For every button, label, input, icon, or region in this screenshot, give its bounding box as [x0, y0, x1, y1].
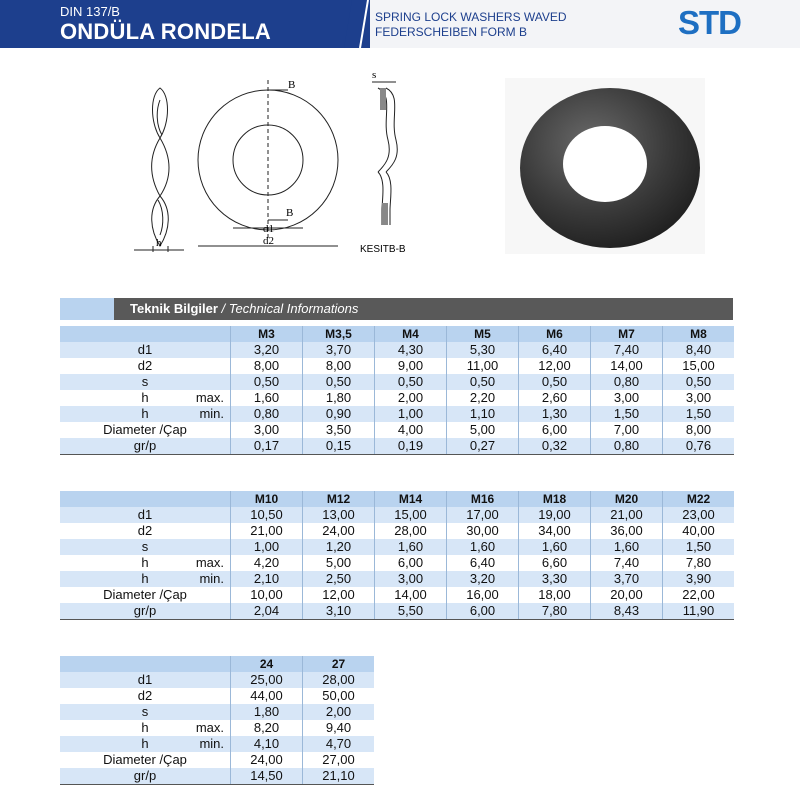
- row-label-cell: [60, 438, 231, 455]
- row-label-cell: [60, 603, 231, 620]
- table-cell: 9,00: [375, 358, 447, 374]
- row-label: gr/p: [133, 768, 157, 783]
- table-header-row: [60, 656, 374, 672]
- table-cell: 1,20: [303, 539, 375, 555]
- column-header: M7: [591, 326, 663, 342]
- table-cell: 34,00: [519, 523, 591, 539]
- row-label-suffix: min.: [199, 406, 224, 421]
- row-label-cell: [60, 736, 231, 752]
- column-header: M10: [231, 491, 303, 507]
- table-cell: 10,00: [231, 587, 303, 603]
- table-cell: 15,00: [375, 507, 447, 523]
- table-cell: 7,80: [519, 603, 591, 620]
- table-cell: 1,00: [375, 406, 447, 422]
- row-label: gr/p: [133, 438, 157, 453]
- table-row: [60, 688, 374, 704]
- table-cell: 1,80: [231, 704, 303, 720]
- column-header: M3: [231, 326, 303, 342]
- table-row: [60, 603, 734, 620]
- table-cell: 3,00: [231, 422, 303, 438]
- table-cell: 2,60: [519, 390, 591, 406]
- row-label-cell: [60, 555, 231, 571]
- row-label-cell: [60, 422, 231, 438]
- table-cell: 4,20: [231, 555, 303, 571]
- technical-drawing: [120, 60, 420, 270]
- table-cell: 8,20: [231, 720, 303, 736]
- table-cell: 30,00: [447, 523, 519, 539]
- table-cell: 3,00: [663, 390, 735, 406]
- table-cell: 6,00: [447, 603, 519, 620]
- table-row: [60, 672, 374, 688]
- table-cell: 0,50: [375, 374, 447, 390]
- row-label: h: [141, 571, 149, 586]
- row-label: d1: [137, 342, 153, 357]
- table-cell: 2,20: [447, 390, 519, 406]
- row-label: d1: [137, 672, 153, 687]
- table-cell: 8,40: [663, 342, 735, 358]
- row-label: h: [141, 555, 149, 570]
- row-label: Diameter /Çap: [103, 422, 187, 437]
- row-label-cell: [60, 406, 231, 422]
- table-cell: 2,00: [303, 704, 375, 720]
- row-label: d2: [137, 523, 153, 538]
- table-cell: 6,00: [375, 555, 447, 571]
- table-cell: 18,00: [519, 587, 591, 603]
- table-cell: 1,50: [663, 539, 735, 555]
- row-label-cell: [60, 768, 231, 785]
- page-title: ONDÜLA RONDELA: [60, 19, 271, 44]
- table-row: [60, 539, 734, 555]
- column-header: 27: [303, 656, 375, 672]
- row-label-cell: [60, 523, 231, 539]
- section-hatch-bottom: [382, 203, 388, 225]
- table-row: [60, 752, 374, 768]
- row-label-suffix: min.: [199, 736, 224, 751]
- table-cell: 17,00: [447, 507, 519, 523]
- table-row: [60, 587, 734, 603]
- spec-table-2: [60, 491, 734, 620]
- table-row: [60, 358, 734, 374]
- table-cell: 8,00: [663, 422, 735, 438]
- table-cell: 50,00: [303, 688, 375, 704]
- table-cell: 1,60: [519, 539, 591, 555]
- table-cell: 11,00: [447, 358, 519, 374]
- table-cell: 1,80: [303, 390, 375, 406]
- row-label: Diameter /Çap: [103, 587, 187, 602]
- table-cell: 4,70: [303, 736, 375, 752]
- table-cell: 28,00: [303, 672, 375, 688]
- table-cell: 3,10: [303, 603, 375, 620]
- table-cell: 7,00: [591, 422, 663, 438]
- table-cell: 19,00: [519, 507, 591, 523]
- table-cell: 1,10: [447, 406, 519, 422]
- column-header: M14: [375, 491, 447, 507]
- row-label-cell: [60, 704, 231, 720]
- row-label-cell: [60, 507, 231, 523]
- table-cell: 11,90: [663, 603, 735, 620]
- table-cell: 21,00: [591, 507, 663, 523]
- table-cell: 0,50: [231, 374, 303, 390]
- table-cell: 25,00: [231, 672, 303, 688]
- section-header: [60, 298, 733, 320]
- table-cell: 13,00: [303, 507, 375, 523]
- table-cell: 10,50: [231, 507, 303, 523]
- table-cell: 3,00: [375, 571, 447, 587]
- table-cell: 3,30: [519, 571, 591, 587]
- table-cell: 12,00: [303, 587, 375, 603]
- row-label: h: [141, 736, 149, 751]
- table-cell: 1,60: [231, 390, 303, 406]
- row-label-cell: [60, 587, 231, 603]
- table-row: [60, 507, 734, 523]
- table-cell: 15,00: [663, 358, 735, 374]
- table-cell: 0,50: [663, 374, 735, 390]
- table-cell: 36,00: [591, 523, 663, 539]
- column-header: M22: [663, 491, 735, 507]
- table-cell: 1,60: [591, 539, 663, 555]
- row-label: Diameter /Çap: [103, 752, 187, 767]
- row-label: s: [141, 374, 149, 389]
- table-cell: 0,50: [447, 374, 519, 390]
- table-cell: 40,00: [663, 523, 735, 539]
- row-label-suffix: max.: [195, 720, 224, 735]
- column-header: M12: [303, 491, 375, 507]
- label-b-top: B: [288, 79, 296, 91]
- table-cell: 7,80: [663, 555, 735, 571]
- table-cell: 12,00: [519, 358, 591, 374]
- section-title: [130, 301, 358, 316]
- column-header: M20: [591, 491, 663, 507]
- table-cell: 1,30: [519, 406, 591, 422]
- table-cell: 5,00: [303, 555, 375, 571]
- table-row: [60, 523, 734, 539]
- table-row: [60, 422, 734, 438]
- table-cell: 5,30: [447, 342, 519, 358]
- table-row: [60, 736, 374, 752]
- table-cell: 2,10: [231, 571, 303, 587]
- page-header: [0, 0, 800, 48]
- column-header: M5: [447, 326, 519, 342]
- brand-logo: STD: [678, 4, 741, 41]
- header-corner-cell: [60, 491, 231, 507]
- table-cell: 1,00: [231, 539, 303, 555]
- row-label: h: [141, 720, 149, 735]
- table-cell: 0,50: [303, 374, 375, 390]
- table-cell: 20,00: [591, 587, 663, 603]
- table-cell: 22,00: [663, 587, 735, 603]
- table-cell: 24,00: [303, 523, 375, 539]
- table-cell: 4,30: [375, 342, 447, 358]
- side-view-twisted: [152, 88, 169, 246]
- table-cell: 2,50: [303, 571, 375, 587]
- subtitle-english: SPRING LOCK WASHERS WAVED: [375, 10, 567, 24]
- header-corner-cell: [60, 326, 231, 342]
- table-cell: 2,04: [231, 603, 303, 620]
- row-label-cell: [60, 720, 231, 736]
- row-label: s: [141, 539, 149, 554]
- table-cell: 3,00: [591, 390, 663, 406]
- table-cell: 23,00: [663, 507, 735, 523]
- section-title-italic: / Technical Informations: [217, 301, 359, 316]
- table-cell: 6,60: [519, 555, 591, 571]
- table-row: [60, 720, 374, 736]
- row-label-cell: [60, 342, 231, 358]
- row-label-suffix: max.: [195, 555, 224, 570]
- washer-image: [505, 78, 705, 254]
- table-cell: 14,50: [231, 768, 303, 785]
- column-header: M3,5: [303, 326, 375, 342]
- table-row: [60, 555, 734, 571]
- table-row: [60, 406, 734, 422]
- table-cell: 8,00: [231, 358, 303, 374]
- row-label: d2: [137, 688, 153, 703]
- table-cell: 7,40: [591, 342, 663, 358]
- table-cell: 0,19: [375, 438, 447, 455]
- table-cell: 0,80: [591, 374, 663, 390]
- row-label: h: [141, 390, 149, 405]
- row-label: h: [141, 406, 149, 421]
- table-cell: 3,20: [231, 342, 303, 358]
- row-label-cell: [60, 571, 231, 587]
- table-cell: 4,10: [231, 736, 303, 752]
- table-cell: 24,00: [231, 752, 303, 768]
- table-header-row: [60, 326, 734, 342]
- column-header: M18: [519, 491, 591, 507]
- table-cell: 5,00: [447, 422, 519, 438]
- table-cell: 0,80: [591, 438, 663, 455]
- row-label-suffix: min.: [199, 571, 224, 586]
- table-cell: 21,10: [303, 768, 375, 785]
- column-header: M6: [519, 326, 591, 342]
- header-corner-cell: [60, 656, 231, 672]
- table-row: [60, 768, 374, 785]
- row-label: d2: [137, 358, 153, 373]
- row-label-cell: [60, 374, 231, 390]
- row-label: s: [141, 704, 149, 719]
- table-cell: 6,00: [519, 422, 591, 438]
- table-cell: 16,00: [447, 587, 519, 603]
- subtitle-german: FEDERSCHEIBEN FORM B: [375, 25, 528, 39]
- section-label: KESITB-B: [360, 244, 406, 255]
- label-b-bottom: B: [286, 207, 294, 219]
- table-cell: 44,00: [231, 688, 303, 704]
- row-label-cell: [60, 688, 231, 704]
- row-label: d1: [137, 507, 153, 522]
- label-s: s: [372, 69, 377, 81]
- label-h: h: [156, 237, 162, 249]
- table-row: [60, 342, 734, 358]
- table-cell: 1,50: [591, 406, 663, 422]
- label-d2: d2: [263, 235, 274, 247]
- table-row: [60, 704, 374, 720]
- table-cell: 5,50: [375, 603, 447, 620]
- column-header: 24: [231, 656, 303, 672]
- table-cell: 9,40: [303, 720, 375, 736]
- table-cell: 2,00: [375, 390, 447, 406]
- table-cell: 7,40: [591, 555, 663, 571]
- table-cell: 0,80: [231, 406, 303, 422]
- table-header-row: [60, 491, 734, 507]
- column-header: M8: [663, 326, 735, 342]
- row-label-cell: [60, 358, 231, 374]
- table-cell: 8,43: [591, 603, 663, 620]
- table-cell: 1,50: [663, 406, 735, 422]
- column-header: M16: [447, 491, 519, 507]
- row-label-suffix: max.: [195, 390, 224, 405]
- row-label: gr/p: [133, 603, 157, 618]
- section-hatch-top: [380, 88, 386, 110]
- table-cell: 0,27: [447, 438, 519, 455]
- row-label-cell: [60, 539, 231, 555]
- table-cell: 0,90: [303, 406, 375, 422]
- product-photo: [505, 78, 705, 254]
- table-row: [60, 374, 734, 390]
- table-cell: 0,32: [519, 438, 591, 455]
- section-accent: [60, 298, 114, 320]
- table-row: [60, 571, 734, 587]
- table-cell: 28,00: [375, 523, 447, 539]
- table-cell: 14,00: [591, 358, 663, 374]
- table-cell: 0,50: [519, 374, 591, 390]
- table-cell: 3,20: [447, 571, 519, 587]
- table-cell: 8,00: [303, 358, 375, 374]
- table-cell: 3,50: [303, 422, 375, 438]
- row-label-cell: [60, 672, 231, 688]
- table-cell: 3,90: [663, 571, 735, 587]
- table-cell: 0,76: [663, 438, 735, 455]
- table-cell: 1,60: [447, 539, 519, 555]
- table-cell: 1,60: [375, 539, 447, 555]
- table-cell: 4,00: [375, 422, 447, 438]
- table-cell: 0,15: [303, 438, 375, 455]
- table-cell: 14,00: [375, 587, 447, 603]
- label-d1: d1: [263, 223, 274, 235]
- table-row: [60, 438, 734, 455]
- table-row: [60, 390, 734, 406]
- row-label-cell: [60, 752, 231, 768]
- table-cell: 3,70: [303, 342, 375, 358]
- table-cell: 6,40: [519, 342, 591, 358]
- table-cell: 21,00: [231, 523, 303, 539]
- spec-table-1: [60, 326, 734, 455]
- section-title-bold: Teknik Bilgiler: [130, 301, 218, 316]
- table-cell: 6,40: [447, 555, 519, 571]
- table-cell: 3,70: [591, 571, 663, 587]
- table-cell: 0,17: [231, 438, 303, 455]
- standard-code: DIN 137/B: [60, 4, 120, 19]
- column-header: M4: [375, 326, 447, 342]
- row-label-cell: [60, 390, 231, 406]
- table-cell: 27,00: [303, 752, 375, 768]
- spec-table-3: [60, 656, 374, 785]
